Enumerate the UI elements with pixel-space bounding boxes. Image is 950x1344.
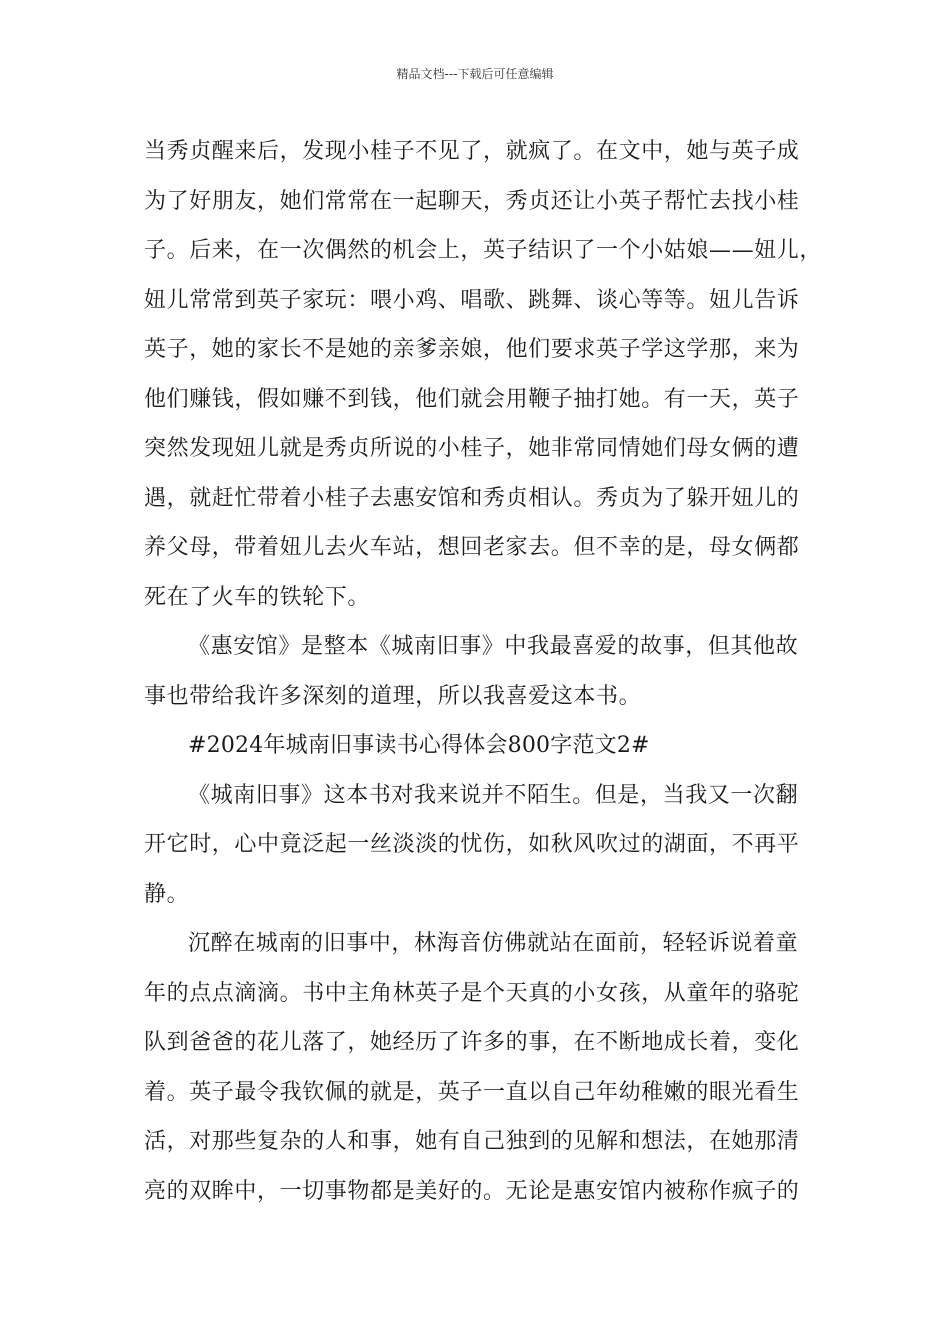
- text-line: 《城南旧事》这本书对我来说并不陌生。但是，当我又一次翻: [188, 782, 799, 808]
- text-line: 英子，她的家长不是她的亲爹亲娘，他们要求英子学这学那，来为: [144, 337, 800, 362]
- text-line: 子。后来，在一次偶然的机会上，英子结识了一个小姑娘——妞儿，: [144, 238, 823, 263]
- text-line: 亮的双眸中，一切事物都是美好的。无论是惠安馆内被称作疯子的: [144, 1178, 800, 1204]
- text-line: 突然发现妞儿就是秀贞所说的小桂子，她非常同情她们母女俩的遭: [144, 436, 800, 461]
- text-line: 事也带给我许多深刻的道理，所以我喜爱这本书。: [144, 683, 642, 709]
- body-text: [144, 127, 823, 1216]
- text-line: 静。: [144, 881, 190, 907]
- text-line: 遇，就赶忙带着小桂子去惠安馆和秀贞相认。秀贞为了躲开妞儿的: [144, 485, 800, 511]
- text-line: 他们赚钱，假如赚不到钱，他们就会用鞭子抽打她。有一天，英子: [144, 386, 800, 412]
- text-line: 《惠安馆》是整本《城南旧事》中我最喜爱的故事，但其他故: [188, 634, 799, 659]
- text-line: 沉醉在城南的旧事中，林海音仿佛就站在面前，轻轻诉说着童: [188, 931, 799, 956]
- text-line: 当秀贞醒来后，发现小桂子不见了，就疯了。在文中，她与英子成: [144, 139, 800, 164]
- section-heading: #2024年城南旧事读书心得体会800字范文2#: [188, 733, 650, 758]
- text-line: 养父母，带着妞儿去火车站，想回老家去。但不幸的是，母女俩都: [144, 535, 800, 560]
- text-line: 活，对那些复杂的人和事，她有自己独到的见解和想法，在她那清: [144, 1129, 800, 1154]
- text-line: 队到爸爸的花儿落了，她经历了许多的事，在不断地成长着，变化: [144, 1030, 800, 1055]
- text-line: 着。英子最令我钦佩的就是，英子一直以自己年幼稚嫩的眼光看生: [144, 1079, 800, 1105]
- text-line: 开它时，心中竟泛起一丝淡淡的忧伤，如秋风吹过的湖面，不再平: [144, 832, 800, 857]
- text-line: 死在了火车的铁轮下。: [144, 584, 371, 610]
- text-line: 为了好朋友，她们常常在一起聊天，秀贞还让小英子帮忙去找小桂: [144, 188, 800, 214]
- text-line: 年的点点滴滴。书中主角林英子是个天真的小女孩，从童年的骆驼: [144, 980, 800, 1006]
- text-line: 妞儿常常到英子家玩：喂小鸡、唱歌、跳舞、谈心等等。妞儿告诉: [144, 287, 800, 313]
- page-header: 精品文档---下载后可任意编辑: [396, 67, 554, 81]
